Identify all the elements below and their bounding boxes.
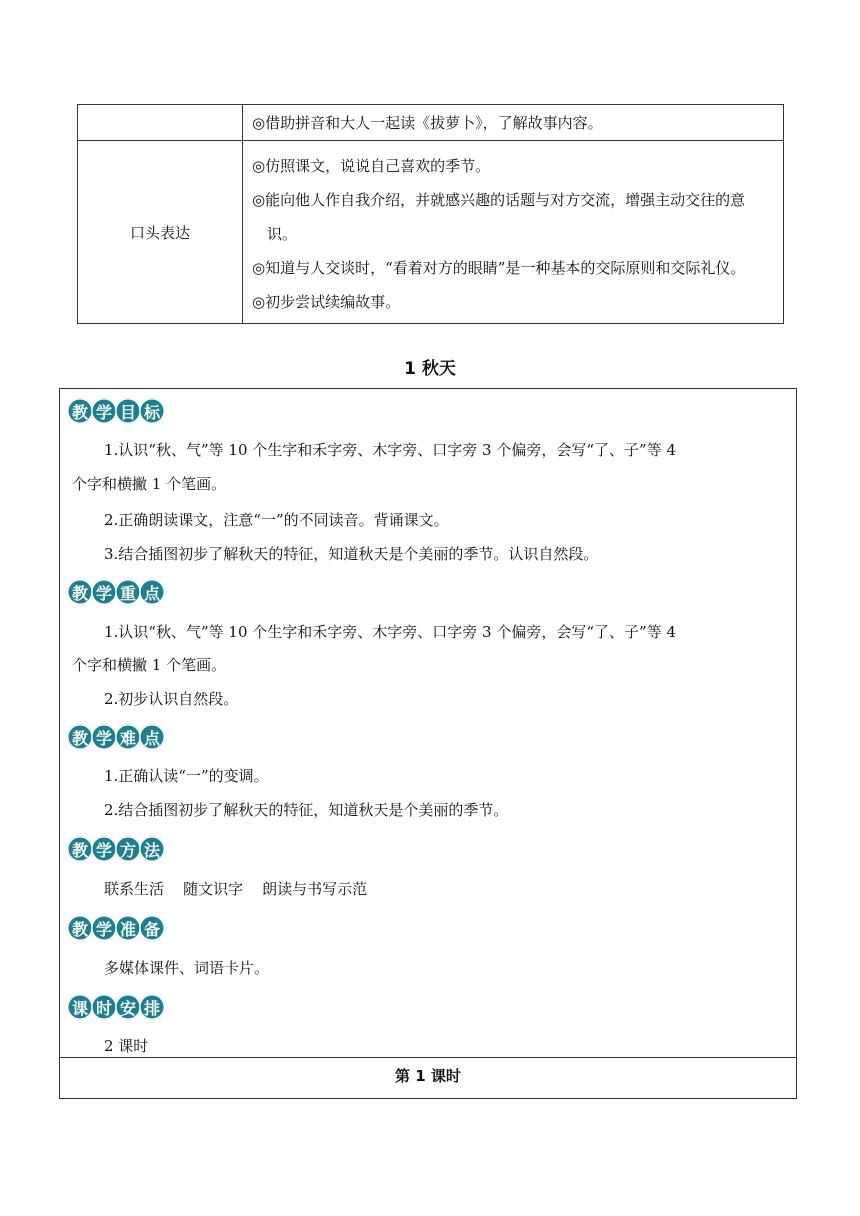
section-line: 个字和横撇 1 个笔画。 [72, 656, 227, 674]
table-row [78, 105, 784, 141]
heading-char: 方 [115, 836, 141, 862]
heading-char: 学 [91, 915, 117, 941]
heading-char: 学 [91, 724, 117, 750]
heading-char: 准 [115, 915, 141, 941]
section-line: 3.结合插图初步了解秋天的特征，知道秋天是个美丽的季节。认识自然段。 [104, 545, 599, 563]
heading-char: 时 [91, 994, 117, 1020]
heading-char: 教 [67, 915, 93, 941]
heading-char: 点 [139, 579, 165, 605]
section-line: 1.认识“秋、气”等 10 个生字和禾字旁、木字旁、口字旁 3 个偏旁，会写“了、子”等 4 [104, 441, 677, 459]
section-line: 个字和横撇 1 个笔画。 [72, 475, 227, 493]
heading-char: 学 [91, 836, 117, 862]
section-line: 2.初步认识自然段。 [104, 690, 239, 708]
row-label [78, 105, 243, 141]
list-item: ◎借助拼音和大人一起读《拔萝卜》，了解故事内容。 [252, 113, 603, 132]
list-item: ◎初步尝试续编故事。 [252, 293, 401, 311]
heading-char: 排 [139, 994, 165, 1020]
heading-char: 点 [139, 724, 165, 750]
row-content [243, 141, 784, 324]
divider [60, 1057, 796, 1058]
list-item: ◎能向他人作自我介绍，并就感兴趣的话题与对方交流，增强主动交往的意识。 [252, 191, 746, 243]
list-item: ◎仿照课文，说说自己喜欢的季节。 [252, 157, 491, 175]
section-heading-key-points [67, 579, 163, 605]
heading-char: 法 [139, 836, 165, 862]
section-heading-difficulties [67, 724, 163, 750]
heading-char: 教 [67, 398, 93, 424]
section-line: 2 课时 [104, 1037, 149, 1055]
heading-char: 教 [67, 579, 93, 605]
row-label: 口头表达 [78, 141, 243, 324]
lesson-title: 1 秋天 [404, 359, 456, 379]
section-heading-objectives [67, 398, 163, 424]
list-item: ◎知道与人交谈时，“看着对方的眼睛”是一种基本的交际原则和交际礼仪。 [252, 259, 746, 277]
section-line: 2.正确朗读课文，注意“一”的不同读音。背诵课文。 [104, 511, 449, 529]
section-heading-methods [67, 836, 163, 862]
section-line: 1.认识“秋、气”等 10 个生字和禾字旁、木字旁、口字旁 3 个偏旁，会写“了、子”等 4 [104, 623, 677, 641]
heading-char: 重 [115, 579, 141, 605]
section-heading-schedule [67, 994, 163, 1020]
section-line: 1.正确认读“一”的变调。 [104, 767, 269, 785]
heading-char: 标 [139, 398, 165, 424]
lesson-plan-box [59, 388, 797, 1099]
heading-char: 学 [91, 579, 117, 605]
section-line: 2.结合插图初步了解秋天的特征，知道秋天是个美丽的季节。 [104, 801, 509, 819]
heading-char: 教 [67, 724, 93, 750]
objectives-table [77, 104, 784, 324]
heading-char: 目 [115, 398, 141, 424]
section-heading-preparation [67, 915, 163, 941]
section-line: 联系生活 随文识字 朗读与书写示范 [104, 880, 368, 898]
row-content [243, 105, 784, 141]
table-row [78, 141, 784, 324]
heading-char: 安 [115, 994, 141, 1020]
period-label: 第 1 课时 [395, 1067, 461, 1085]
heading-char: 备 [139, 915, 165, 941]
heading-char: 课 [67, 994, 93, 1020]
heading-char: 学 [91, 398, 117, 424]
heading-char: 难 [115, 724, 141, 750]
section-line: 多媒体课件、词语卡片。 [104, 959, 270, 977]
heading-char: 教 [67, 836, 93, 862]
